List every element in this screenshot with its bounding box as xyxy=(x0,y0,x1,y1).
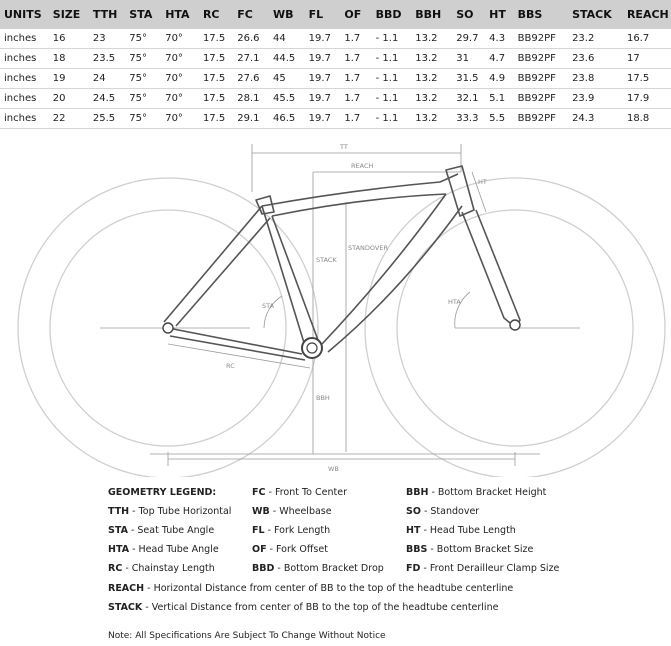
table-cell-stack: 23.6 xyxy=(568,49,623,69)
table-cell-ht: 4.3 xyxy=(485,29,513,49)
column-header-rc: RC xyxy=(199,0,233,29)
column-header-units: UNITS xyxy=(0,0,49,29)
table-cell-units: inches xyxy=(0,69,49,89)
table-cell-tth: 25.5 xyxy=(89,109,125,129)
table-body xyxy=(0,29,671,129)
table-cell-size: 22 xyxy=(49,109,89,129)
table-cell-ht: 4.9 xyxy=(485,69,513,89)
legend-item-bbh: BBH - Bottom Bracket Height xyxy=(406,487,547,498)
table-cell-sta: 75° xyxy=(125,109,161,129)
table-cell-sta: 75° xyxy=(125,89,161,109)
legend-item-stack: STACK - Vertical Distance from center of BB to the top of the headtube centerline xyxy=(108,602,499,613)
table-cell-fl: 19.7 xyxy=(305,109,341,129)
table-cell-fc: 26.6 xyxy=(233,29,269,49)
table-cell-bbs: BB92PF xyxy=(514,49,568,69)
table-cell-bbh: 13.2 xyxy=(411,69,452,89)
table-cell-fl: 19.7 xyxy=(305,29,341,49)
table-cell-hta: 70° xyxy=(161,49,199,69)
table-cell-fc: 27.1 xyxy=(233,49,269,69)
table-cell-so: 31 xyxy=(452,49,485,69)
label-wb: WB xyxy=(328,465,339,473)
table-cell-stack: 23.2 xyxy=(568,29,623,49)
legend-item-bbd: BBD - Bottom Bracket Drop xyxy=(252,563,384,574)
legend-item-fl: FL - Fork Length xyxy=(252,525,331,536)
legend-item-of: OF - Fork Offset xyxy=(252,544,328,555)
column-header-bbd: BBD xyxy=(372,0,412,29)
column-header-fc: FC xyxy=(233,0,269,29)
geometry-table xyxy=(0,0,671,129)
table-cell-ht: 4.7 xyxy=(485,49,513,69)
column-header-of: OF xyxy=(340,0,371,29)
table-cell-rc: 17.5 xyxy=(199,89,233,109)
table-cell-tth: 24.5 xyxy=(89,89,125,109)
table-cell-wb: 46.5 xyxy=(269,109,305,129)
table-row xyxy=(0,29,671,49)
fork-leg xyxy=(462,210,520,328)
table-cell-units: inches xyxy=(0,89,49,109)
table-cell-bbh: 13.2 xyxy=(411,29,452,49)
legend-item-fd: FD - Front Derailleur Clamp Size xyxy=(406,563,560,574)
table-cell-rc: 17.5 xyxy=(199,49,233,69)
table-cell-bbh: 13.2 xyxy=(411,89,452,109)
table-cell-units: inches xyxy=(0,29,49,49)
seat-tube xyxy=(262,206,305,346)
label-ht: HT xyxy=(478,178,487,186)
seatstay-inner xyxy=(176,218,270,326)
table-cell-fc: 29.1 xyxy=(233,109,269,129)
table-cell-rc: 17.5 xyxy=(199,69,233,89)
label-reach: REACH xyxy=(351,162,374,170)
table-cell-bbs: BB92PF xyxy=(514,109,568,129)
table-cell-fc: 28.1 xyxy=(233,89,269,109)
table-cell-fc: 27.6 xyxy=(233,69,269,89)
seat-tube-inner xyxy=(272,216,318,340)
geometry-legend xyxy=(0,487,671,646)
table-cell-wb: 44 xyxy=(269,29,305,49)
table-cell-bbh: 13.2 xyxy=(411,49,452,69)
table-cell-tth: 24 xyxy=(89,69,125,89)
table-cell-fl: 19.7 xyxy=(305,69,341,89)
legend-title: GEOMETRY LEGEND: xyxy=(108,487,217,498)
table-cell-units: inches xyxy=(0,109,49,129)
table-cell-sta: 75° xyxy=(125,49,161,69)
table-cell-stack: 24.3 xyxy=(568,109,623,129)
label-tt: TT xyxy=(340,143,348,151)
table-cell-hta: 70° xyxy=(161,109,199,129)
column-header-fl: FL xyxy=(305,0,341,29)
table-cell-ht: 5.5 xyxy=(485,109,513,129)
chainstay xyxy=(168,328,302,354)
table-cell-of: 1.7 xyxy=(340,89,371,109)
column-header-ht: HT xyxy=(485,0,513,29)
column-header-hta: HTA xyxy=(161,0,199,29)
label-hta: HTA xyxy=(448,298,461,306)
label-sta: STA xyxy=(262,302,275,310)
legend-item-ht: HT - Head Tube Length xyxy=(406,525,516,536)
table-cell-hta: 70° xyxy=(161,29,199,49)
table-cell-rc: 17.5 xyxy=(199,109,233,129)
bottom-bracket xyxy=(302,338,322,358)
table-cell-so: 32.1 xyxy=(452,89,485,109)
column-header-wb: WB xyxy=(269,0,305,29)
legend-item-so: SO - Standover xyxy=(406,506,480,517)
label-rc: RC xyxy=(226,362,235,370)
table-cell-wb: 45 xyxy=(269,69,305,89)
table-cell-bbs: BB92PF xyxy=(514,69,568,89)
column-header-size: SIZE xyxy=(49,0,89,29)
table-cell-bbs: BB92PF xyxy=(514,89,568,109)
table-cell-stack: 23.8 xyxy=(568,69,623,89)
table-cell-so: 29.7 xyxy=(452,29,485,49)
rear-axle xyxy=(163,323,173,333)
table-cell-reach: 17.5 xyxy=(623,69,671,89)
seatstay xyxy=(164,206,262,322)
legend-item-fc: FC - Front To Center xyxy=(252,487,347,498)
table-cell-hta: 70° xyxy=(161,89,199,109)
legend-item-sta: STA - Seat Tube Angle xyxy=(108,525,215,536)
table-cell-reach: 16.7 xyxy=(623,29,671,49)
down-tube xyxy=(322,194,446,344)
table-cell-fl: 19.7 xyxy=(305,89,341,109)
legend-item-reach: REACH - Horizontal Distance from center of BB to the top of the headtube centerline xyxy=(108,583,514,594)
column-header-bbs: BBS xyxy=(514,0,568,29)
label-bbh: BBH xyxy=(316,394,330,402)
table-cell-stack: 23.9 xyxy=(568,89,623,109)
sta-angle-arc xyxy=(264,296,282,328)
column-header-tth: TTH xyxy=(89,0,125,29)
table-header-row xyxy=(0,0,671,29)
table-cell-size: 18 xyxy=(49,49,89,69)
table-cell-wb: 45.5 xyxy=(269,89,305,109)
legend-item-wb: WB - Wheelbase xyxy=(252,506,332,517)
table-cell-bbd: - 1.1 xyxy=(372,109,412,129)
table-cell-tth: 23 xyxy=(89,29,125,49)
down-tube-lower xyxy=(328,206,462,352)
table-cell-tth: 23.5 xyxy=(89,49,125,69)
table-cell-size: 20 xyxy=(49,89,89,109)
table-cell-sta: 75° xyxy=(125,69,161,89)
table-cell-bbd: - 1.1 xyxy=(372,69,412,89)
table-cell-of: 1.7 xyxy=(340,109,371,129)
column-header-bbh: BBH xyxy=(411,0,452,29)
table-cell-bbd: - 1.1 xyxy=(372,89,412,109)
table-cell-reach: 18.8 xyxy=(623,109,671,129)
table-cell-so: 33.3 xyxy=(452,109,485,129)
table-cell-hta: 70° xyxy=(161,69,199,89)
table-cell-size: 16 xyxy=(49,29,89,49)
column-header-so: SO xyxy=(452,0,485,29)
legend-item-tth: TTH - Top Tube Horizontal xyxy=(108,506,232,517)
column-header-reach: REACH xyxy=(623,0,671,29)
table-row xyxy=(0,109,671,129)
table-row xyxy=(0,89,671,109)
bike-geometry-diagram xyxy=(0,132,671,477)
table-cell-of: 1.7 xyxy=(340,49,371,69)
column-header-stack: STACK xyxy=(568,0,623,29)
column-header-sta: STA xyxy=(125,0,161,29)
table-cell-bbd: - 1.1 xyxy=(372,29,412,49)
table-cell-units: inches xyxy=(0,49,49,69)
table-cell-ht: 5.1 xyxy=(485,89,513,109)
table-cell-bbd: - 1.1 xyxy=(372,49,412,69)
table-cell-wb: 44.5 xyxy=(269,49,305,69)
legend-item-rc: RC - Chainstay Length xyxy=(108,563,215,574)
table-cell-reach: 17.9 xyxy=(623,89,671,109)
table-cell-so: 31.5 xyxy=(452,69,485,89)
table-cell-fl: 19.7 xyxy=(305,49,341,69)
legend-item-bbs: BBS - Bottom Bracket Size xyxy=(406,544,534,555)
table-cell-bbh: 13.2 xyxy=(411,109,452,129)
table-cell-bbs: BB92PF xyxy=(514,29,568,49)
table-cell-rc: 17.5 xyxy=(199,29,233,49)
label-standover: STANDOVER xyxy=(348,244,388,252)
table-row xyxy=(0,69,671,89)
table-cell-reach: 17 xyxy=(623,49,671,69)
table-cell-of: 1.7 xyxy=(340,69,371,89)
table-row xyxy=(0,49,671,69)
table-cell-sta: 75° xyxy=(125,29,161,49)
legend-item-hta: HTA - Head Tube Angle xyxy=(108,544,219,555)
disclaimer-note: Note: All Specifications Are Subject To Change Without Notice xyxy=(108,631,386,641)
front-axle xyxy=(510,320,520,330)
label-stack: STACK xyxy=(316,256,337,264)
table-cell-of: 1.7 xyxy=(340,29,371,49)
table-cell-size: 19 xyxy=(49,69,89,89)
